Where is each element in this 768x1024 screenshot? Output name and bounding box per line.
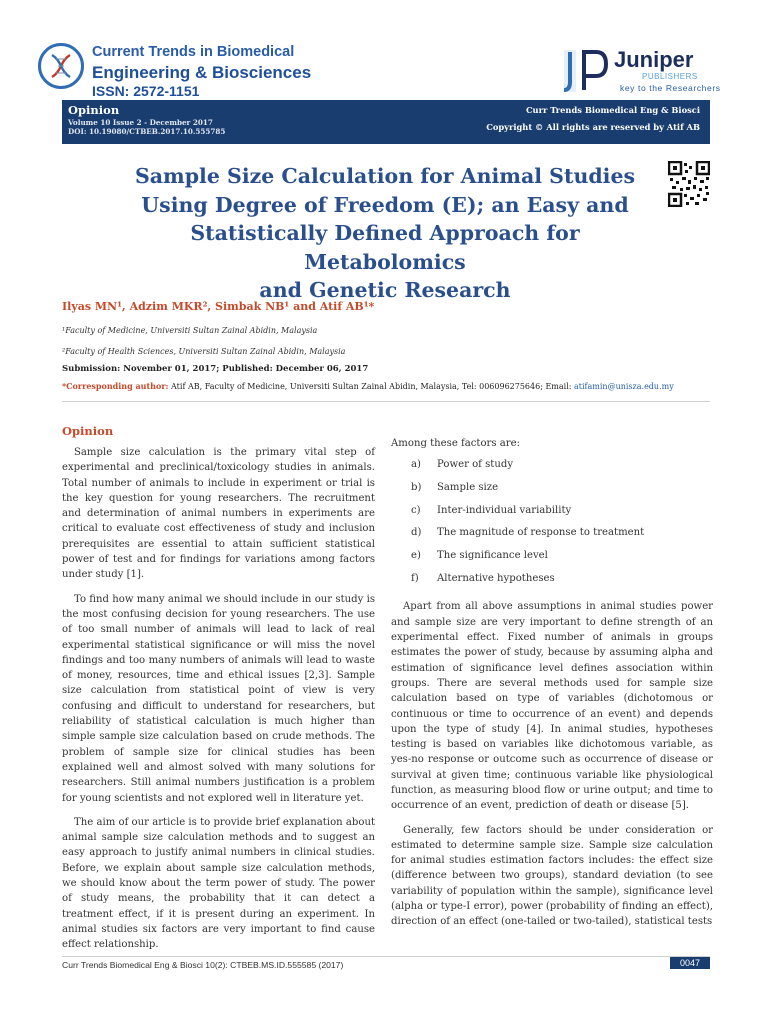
footer-citation: Curr Trends Biomedical Eng & Biosci 10(2): CTBEB.MS.ID.555585 (2017) — [62, 960, 344, 970]
section-heading: Opinion — [62, 424, 114, 438]
paragraph: The aim of our article is to provide brief explanation about animal sample size calculation methods and to suggest an easy approach to justify animal numbers in clinical studies. Before, we explain about sample size calculation methods, we should know about the term power of study. The power of study means, the probability that it can detect a treatment effect, if it is present during an experiment. In animal studies six factors are very important to find cause effect relationship. — [62, 816, 375, 951]
title-line: Statistically Defined Approach for Metabolomics — [190, 221, 580, 274]
article-title — [120, 162, 650, 305]
paragraph: To find how many animal we should include in our study is the most confusing decision for young researchers. The use of too small number of animals will lead to lack of real experimental statistical significance or will miss the novel findings and too many numbers of animals will lead to waste of money, resources, time and ethical issues [2,3]. Sample size calculation from statistical point of view is very confusing and difficult to understand for researchers, but reliability of statistical calculation is much higher than simple sample size calculation based on crude methods. The problem of sample size for clinical studies has been explained well and almost solved with many solutions for researchers. Still animal numbers justification is a problem for young scientists and not explored well in literature yet. — [62, 593, 375, 804]
journal-abbrev: Curr Trends Biomedical Eng & Biosci — [525, 105, 700, 115]
article-type: Opinion — [68, 103, 120, 117]
doi[interactable]: DOI: 10.19080/CTBEB.2017.10.555785 — [68, 127, 226, 136]
title-line: Using Degree of Freedom (E); an Easy and — [141, 192, 629, 217]
title-line: and Genetic Research — [259, 278, 511, 302]
list-text: Power of study — [437, 459, 514, 471]
paragraph: Apart from all above assumptions in animal studies power and sample size are very important to define strength of an experimental effect. Fixed number of animals in groups estimates the power of study, because by assuming alpha and estimation of significance level defines association within groups. There are several methods used for sample size calculation based on type of variables (dichotomous or continuous or time to occurrence of an event) and depends upon the type of study [4]. In animal studies, hypotheses testing is based on variables like dichotomous variable, as yes-no response or outcome such as occurrence of disease or survival at given time; continuous variable like physiological function, as measuring blood flow or urine output; and time to occurrence of an event, prediction of death or disease [5]. — [391, 601, 713, 812]
right-column — [391, 436, 713, 939]
factors-lead: Among these factors are: — [391, 438, 520, 449]
qr-code-icon[interactable] — [668, 161, 710, 207]
divider — [62, 401, 710, 402]
list-marker: c) — [411, 504, 421, 516]
corr-email-link[interactable]: atifamin@unisza.edu.my — [574, 382, 674, 391]
footer-divider — [62, 956, 710, 957]
list-text: Inter-individual variability — [437, 504, 572, 516]
dna-helix-icon — [46, 51, 76, 81]
list-item — [391, 571, 713, 594]
paragraph: Generally, few factors should be under consideration or estimated to determine sample size. Sample size calculation for animal studies estimation factors includes: the effect size (difference between two groups), standard deviation (to see variability of population within the sample), significance level (alpha or type-I error), power (probability of finding an effect), direction of an effect (one-tailed or two-tailed), statistical tests — [391, 824, 713, 928]
paragraph: Sample size calculation is the primary vital step of experimental and preclinical/toxicology studies in animals. Total number of animals to include in experiment or trial is the key question for young researchers. The recruitment and determination of animal numbers in experiments are critical to evaluate cost effectiveness of study and inclusion prerequisites are essential to attain sufficient statistical power of test and for findings for variations among factors under study [1]. — [62, 447, 375, 581]
affiliation-2: ²Faculty of Health Sciences, Universiti Sultan Zainal Abidin, Malaysia — [62, 347, 346, 356]
title-line: Sample Size Calculation for Animal Studies — [134, 164, 636, 188]
list-item — [391, 457, 713, 480]
factors-list — [391, 457, 713, 593]
list-item — [391, 480, 713, 503]
affiliation-1: ¹Faculty of Medicine, Universiti Sultan Zainal Abidin, Malaysia — [62, 326, 318, 335]
publisher-name: Juniper — [614, 47, 694, 72]
authors: Ilyas MN¹, Adzim MKR², Simbak NB¹ and Atif AB¹* — [62, 300, 375, 313]
left-column — [62, 445, 375, 962]
volume-info: Volume 10 Issue 2 - December 2017 — [68, 118, 213, 127]
list-text: Alternative hypotheses — [437, 572, 555, 584]
list-item — [391, 503, 713, 526]
journal-logo — [38, 43, 84, 89]
journal-issn: ISSN: 2572-1151 — [92, 83, 200, 99]
corr-text: Atif AB, Faculty of Medicine, Universiti Sultan Zainal Abidin, Malaysia, Tel: 006096275646; Email: — [168, 382, 574, 391]
corr-label: *Corresponding author: — [62, 381, 169, 391]
journal-name-line2: Engineering & Biosciences — [92, 63, 312, 82]
publisher-sub: PUBLISHERS — [642, 72, 698, 81]
juniper-logo-icon — [562, 48, 612, 94]
list-item — [391, 525, 713, 548]
list-marker: b) — [411, 481, 422, 493]
list-item — [391, 548, 713, 571]
list-marker: e) — [411, 550, 421, 562]
page-number: 0047 — [670, 957, 710, 969]
list-text: Sample size — [437, 481, 499, 493]
journal-name-line1: Current Trends in Biomedical — [92, 44, 295, 60]
corresponding-author — [62, 381, 674, 391]
list-marker: a) — [411, 459, 421, 471]
submission-dates: Submission: November 01, 2017; Published: December 06, 2017 — [62, 364, 369, 374]
list-marker: d) — [411, 527, 422, 539]
header-band — [62, 100, 710, 144]
list-text: The significance level — [437, 550, 548, 562]
list-text: The magnitude of response to treatment — [437, 527, 645, 539]
list-marker: f) — [411, 572, 419, 584]
publisher-tagline: key to the Researchers — [620, 83, 721, 93]
copyright: Copyright © All rights are reserved by Atif AB — [486, 122, 700, 132]
